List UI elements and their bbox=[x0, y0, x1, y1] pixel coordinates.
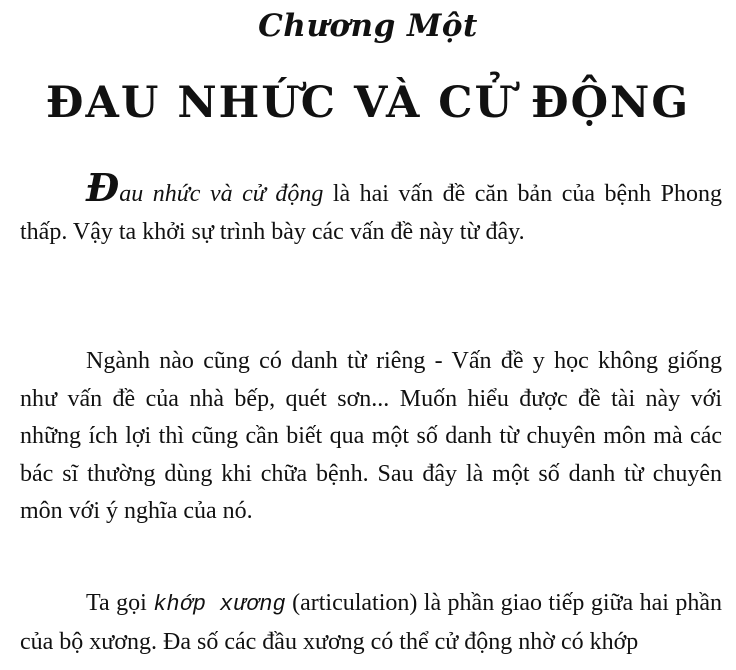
chapter-label: Chương Một bbox=[258, 8, 478, 44]
italic-lead-phrase: au nhức và cử động bbox=[119, 181, 324, 207]
paragraph-1 bbox=[20, 165, 722, 251]
paragraph-3 bbox=[20, 585, 722, 661]
drop-cap-letter: Đ bbox=[86, 165, 120, 210]
paragraph-3-lead: Ta gọi bbox=[86, 590, 154, 616]
term-khop-xuong: khớp xương bbox=[153, 592, 286, 617]
paragraph-3-text: (articulation) là phần giao tiếp giữa hai phần của bộ xương. Đa số các đầu xương có thể cử động nhờ có khớp bbox=[20, 590, 723, 655]
paragraph-1-text: là hai vấn đề căn bản của bệnh Phong thấp. Vậy ta khởi sự trình bày các vấn đề này từ đây. bbox=[20, 181, 722, 245]
chapter-title: ĐAU NHỨC VÀ CỬ ĐỘNG bbox=[45, 78, 691, 128]
paragraph-2: Ngành nào cũng có danh từ riêng - Vấn đề y học không giống như vấn đề của nhà bếp, quét sơn... Muốn hiểu được đề tài này với những ích lợi thì cũng cần biết qua một số danh từ chuyên môn mà các bác sĩ thường dùng khi chữa bệnh. Sau đây là một số danh từ chuyên môn với ý nghĩa của nó. bbox=[20, 348, 722, 524]
